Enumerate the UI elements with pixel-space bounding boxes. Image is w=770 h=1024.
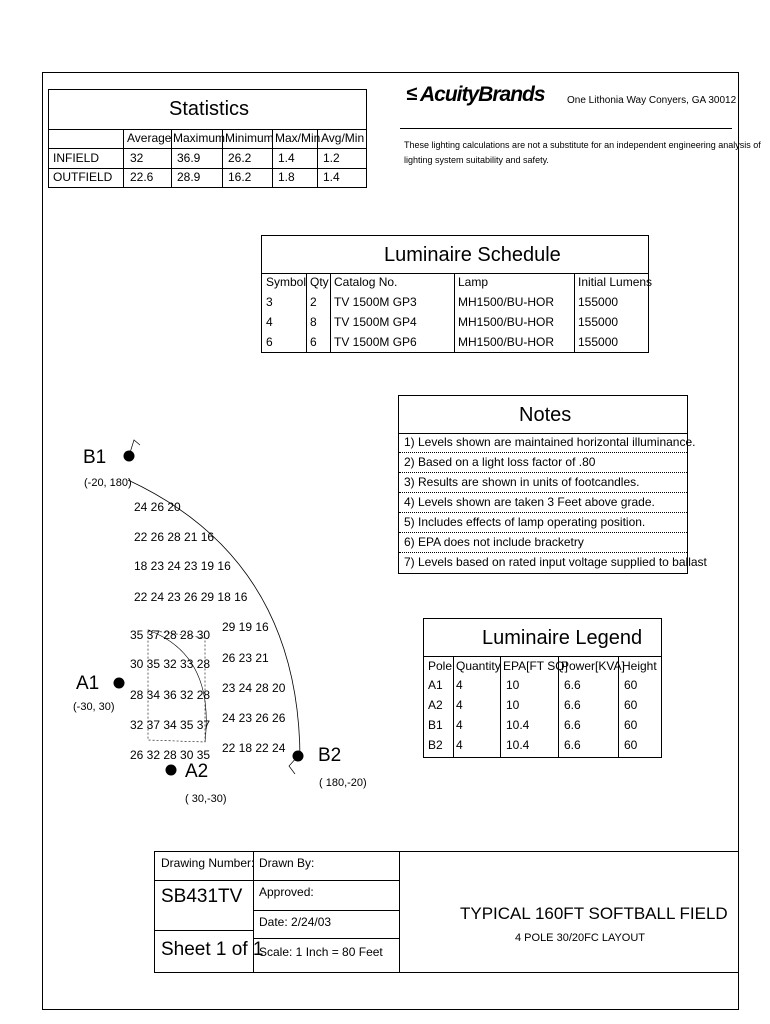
grid-row: 26 23 21 [222,651,269,665]
approved: Approved: [259,885,314,899]
legend-cell: 10 [506,698,520,712]
schedule-cell: 2 [310,295,317,309]
stat-header: Minimum [225,131,274,145]
statistics-title: Statistics [169,98,250,120]
disclaimer-line1: These lighting calculations are not a substitute for an independent engineering analysis of [404,140,761,150]
pole-a1-marker [114,678,125,689]
grid-row: 22 18 22 24 [222,741,286,755]
legend-cell: 60 [624,678,638,692]
schedule-header: Initial Lumens [578,275,653,289]
stat-header: Max/Min [275,131,321,145]
grid-row: 24 26 20 [134,500,181,514]
stat-cell: OUTFIELD [53,170,113,184]
legend-cell: 4 [456,698,463,712]
stat-cell: INFIELD [53,151,100,165]
grid-row: 29 19 16 [222,620,269,634]
pole-a2-coord: ( 30,-30) [185,793,227,805]
grid-row: 30 35 32 33 28 [130,657,211,671]
date: Date: 2/24/03 [259,915,332,929]
legend-cell: A1 [428,678,443,692]
acuity-brands-logo: ≤ AcuityBrands [406,83,545,106]
note-item: 5) Includes effects of lamp operating position. [404,515,646,529]
legend-cell: 10.4 [506,718,530,732]
pole-a1-coord: (-30, 30) [73,701,115,713]
note-item: 2) Based on a light loss factor of .80 [404,455,596,469]
schedule-cell: MH1500/BU-HOR [458,315,555,329]
legend-header: Height [622,659,657,673]
drawing-number: SB431TV [161,886,243,907]
stat-cell: 1.2 [323,151,340,165]
pole-b1-coord: (-20, 180) [84,477,132,489]
legend-cell: 60 [624,698,638,712]
pole-a1-label: A1 [76,673,100,694]
schedule-cell: TV 1500M GP6 [334,335,417,349]
schedule-header: Catalog No. [334,275,398,289]
legend-cell: 4 [456,678,463,692]
pole-b2-coord: ( 180,-20) [319,777,367,789]
notes-title: Notes [519,404,572,426]
legend-cell: 6.6 [564,678,581,692]
drawn-by: Drawn By: [259,856,315,870]
stat-cell: 22.6 [130,170,154,184]
schedule-cell: 155000 [578,335,619,349]
note-item: 6) EPA does not include bracketry [404,535,584,549]
legend-cell: B2 [428,738,443,752]
stat-cell: 1.4 [278,151,295,165]
drawing-number-label: Drawing Number: [161,856,255,870]
stat-cell: 16.2 [228,170,252,184]
grid-row: 24 23 26 26 [222,711,286,725]
stat-cell: 1.8 [278,170,295,184]
grid-row: 18 23 24 23 19 16 [134,559,231,573]
grid-row: 32 37 34 35 37 [130,718,211,732]
stat-cell: 32 [130,151,144,165]
note-item: 3) Results are shown in units of footcandles. [404,475,640,489]
schedule-cell: 155000 [578,315,619,329]
scale: Scale: 1 Inch = 80 Feet [259,945,383,959]
schedule-cell: TV 1500M GP3 [334,295,417,309]
legend-cell: B1 [428,718,443,732]
stat-cell: 36.9 [177,151,201,165]
pole-a2-marker [166,765,177,776]
drawing-title: TYPICAL 160FT SOFTBALL FIELD [460,904,728,923]
schedule-cell: 155000 [578,295,619,309]
legend-title: Luminaire Legend [482,627,643,649]
legend-cell: 4 [456,718,463,732]
stat-cell: 28.9 [177,170,201,184]
brand-address: One Lithonia Way Conyers, GA 30012 [567,95,737,106]
legend-header: EPA[FT SQ] [503,659,568,673]
schedule-header: Qty [310,275,329,289]
schedule-cell: 3 [266,295,273,309]
schedule-title: Luminaire Schedule [384,244,561,266]
legend-cell: 60 [624,738,638,752]
legend-header: Power[KVA] [561,659,625,673]
legend-cell: 6.6 [564,738,581,752]
legend-cell: 6.6 [564,718,581,732]
schedule-cell: MH1500/BU-HOR [458,295,555,309]
legend-header: Quantity [456,659,501,673]
legend-header: Pole [428,659,453,673]
legend-cell: 60 [624,718,638,732]
legend-cell: A2 [428,698,443,712]
schedule-cell: MH1500/BU-HOR [458,335,555,349]
schedule-cell: 4 [266,315,273,329]
note-item: 4) Levels shown are taken 3 Feet above grade. [404,495,655,509]
legend-cell: 10 [506,678,520,692]
grid-row: 22 24 23 26 29 18 16 [134,590,248,604]
schedule-cell: TV 1500M GP4 [334,315,417,329]
note-item: 1) Levels shown are maintained horizontal illuminance. [404,435,696,449]
grid-row: 22 26 28 21 16 [134,530,215,544]
drawing-subtitle: 4 POLE 30/20FC LAYOUT [515,932,646,944]
disclaimer-line2: lighting system suitability and safety. [404,155,549,165]
grid-row: 28 34 36 32 28 [130,688,211,702]
grid-row: 23 24 28 20 [222,681,286,695]
stat-header: Avg/Min [321,131,365,145]
schedule-cell: 8 [310,315,317,329]
legend-cell: 4 [456,738,463,752]
schedule-header: Symbol [266,275,307,289]
title-block [154,851,739,973]
logo-swoosh-icon: ≤ [406,83,417,105]
stat-header: Average [127,131,172,145]
pole-b2-label: B2 [318,745,342,766]
legend-cell: 6.6 [564,698,581,712]
stat-cell: 1.4 [323,170,340,184]
sheet-number: Sheet 1 of 1 [161,939,264,960]
pole-b1-label: B1 [83,447,107,468]
note-item: 7) Levels based on rated input voltage supplied to ballast [404,555,707,569]
schedule-cell: 6 [266,335,273,349]
schedule-header: Lamp [458,275,489,289]
grid-row: 26 32 28 30 35 [130,748,211,762]
pole-a2-label: A2 [185,761,209,782]
stat-header: Maximum [173,131,226,145]
stat-cell: 26.2 [228,151,252,165]
schedule-cell: 6 [310,335,317,349]
legend-cell: 10.4 [506,738,530,752]
grid-row: 35 37 28 28 30 [130,628,211,642]
